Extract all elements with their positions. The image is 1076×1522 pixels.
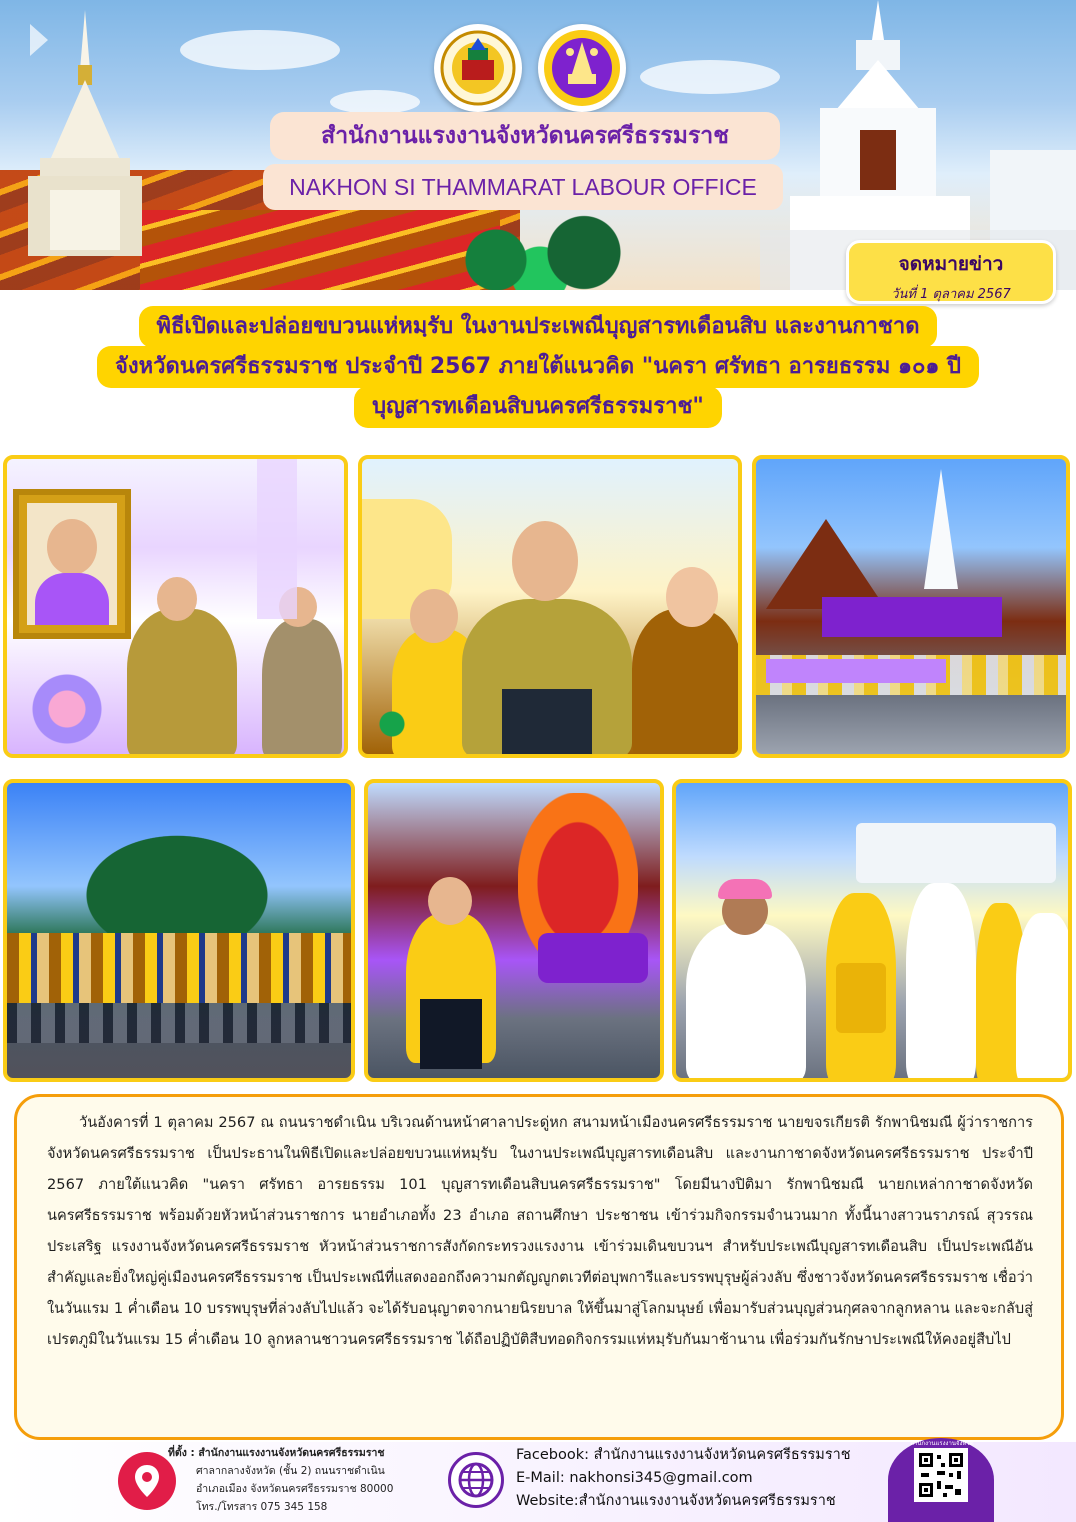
qr-code[interactable] bbox=[914, 1448, 968, 1502]
photo-offering-ceremony bbox=[3, 455, 348, 758]
photo-governor-speech bbox=[358, 455, 742, 758]
qr-caption: สำนักงานแรงงานจังหวัด bbox=[910, 1440, 974, 1447]
newsletter-badge bbox=[846, 240, 1056, 304]
headline-line-2: จังหวัดนครศรีธรรมราช ประจำปี 2567 ภายใต้แนวคิด "นครา ศรัทธา อารยธรรม ๑๐๑ ปี bbox=[97, 346, 979, 388]
address-line: อำเภอเมือง จังหวัดนครศรีธรรมราช 80000 bbox=[196, 1483, 394, 1495]
photo-procession-walkers bbox=[672, 779, 1072, 1082]
photo-officials-lineup bbox=[3, 779, 355, 1082]
article-paragraph: วันอังคารที่ 1 ตุลาคม 2567 ณ ถนนราชดำเนิน บริเวณด้านหน้าศาลาประดู่หก สนามหน้าเมืองนครศรีธรรมราช นายขจรเกียรติ รักพานิชมณี ผู้ว่าราชการจังหวัดนครศรีธรรมราช เป็นประธานในพิธีเปิดและปล่อยขบวนแห่หมฺรับ ในงานประเพณีบุญสารทเดือนสิบ และงานกาชาดจังหวัดนครศรีธรรมราช ประจำปี 2567 ภายใต้แนวคิด "นครา ศรัทธา อารยธรรม 101 บุญสารทเดือนสิบนครศรีธรรมราช" โดยมีนางปิติมา รักพานิชมณี นายกเหล่ากาชาดจังหวัดนครศรีธรรมราช พร้อมด้วยหัวหน้าส่วนราชการ นายอำเภอทั้ง 23 อำเภอ สถานศึกษา ประชาชน เข้าร่วมกิจกรรมจำนวนมาก ทั้งนี้นางสาวนราภรณ์ สุวรรณประเสริฐ แรงงานจังหวัดนครศรีธรรมราช หัวหน้าส่วนราชการสังกัดกระทรวงแรงงาน เข้าร่วมเดินขบวนฯ สำหรับประเพณีบุญสารทเดือนสิบ เป็นประเพณีอันสำคัญและยิ่งใหญ่คู่เมืองนครศรีธรรมราช เป็นประเพณีที่แสดงออกถึงความกตัญญูกตเวทีต่อบุพการีและบรรพบุรุษผู้ล่วงลับ ซึ่งชาวจังหวัดนครศรีธรรมราช เชื่อว่า ในวันแรม 1 ค่ำเดือน 10 บรรพบุรุษที่ล่วงลับไปแล้ว จะได้รับอนุญาตจากนายนิรยบาล ให้ขึ้นมาสู่โลกมนุษย์ เพื่อมารับส่วนบุญส่วนกุศลจากลูกหลาน และจะกลับสู่เปรตภูมิในวันแรม 15 ค่ำเดือน 10 ลูกหลานชาวนครศรีธรรมราช ได้ถือปฏิบัติสืบทอดกิจกรรมแห่หมฺรับกันมาช้านาน เพื่อร่วมกันรักษาประเพณีให้คงอยู่สืบไป bbox=[47, 1114, 1033, 1348]
website-link[interactable]: Website:สำนักงานแรงงานจังหวัดนครศรีธรรมราช bbox=[516, 1493, 836, 1509]
article-body bbox=[14, 1094, 1064, 1440]
headline bbox=[24, 306, 1052, 426]
newsletter-label: จดหมายข่าว bbox=[898, 253, 1004, 275]
address-lead: ที่ตั้ง : สำนักงานแรงงานจังหวัดนครศรีธรรมราช bbox=[168, 1447, 385, 1459]
headline-line-3: บุญสารทเดือนสิบนครศรีธรรมราช" bbox=[354, 386, 722, 428]
office-name-english: NAKHON SI THAMMARAT LABOUR OFFICE bbox=[263, 164, 783, 210]
email-link[interactable]: E-Mail: nakhonsi345@gmail.com bbox=[516, 1470, 753, 1486]
office-name-thai: สำนักงานแรงงานจังหวัดนครศรีธรรมราช bbox=[270, 112, 780, 160]
newsletter-date: วันที่ 1 ตุลาคม 2567 bbox=[891, 287, 1011, 302]
headline-line-1: พิธีเปิดและปล่อยขบวนแห่หมฺรับ ในงานประเพณีบุญสารทเดือนสิบ และงานกาชาด bbox=[139, 306, 938, 348]
globe-icon bbox=[448, 1452, 504, 1508]
address-line: ศาลากลางจังหวัด (ชั้น 2) ถนนราชดำเนิน bbox=[196, 1465, 385, 1477]
footer-address bbox=[168, 1444, 408, 1516]
photo-group-at-temple bbox=[752, 455, 1070, 758]
ministry-of-labour-logo bbox=[434, 24, 522, 112]
facebook-link[interactable]: Facebook: สำนักงานแรงงานจังหวัดนครศรีธรรมราช bbox=[516, 1447, 851, 1463]
province-logo bbox=[538, 24, 626, 112]
trees-image bbox=[430, 215, 650, 290]
footer-contact bbox=[516, 1444, 896, 1513]
banner-arrow-icon bbox=[30, 24, 48, 56]
photo-parade-float bbox=[364, 779, 664, 1082]
address-line: โทร./โทรสาร 075 345 158 bbox=[196, 1501, 328, 1513]
